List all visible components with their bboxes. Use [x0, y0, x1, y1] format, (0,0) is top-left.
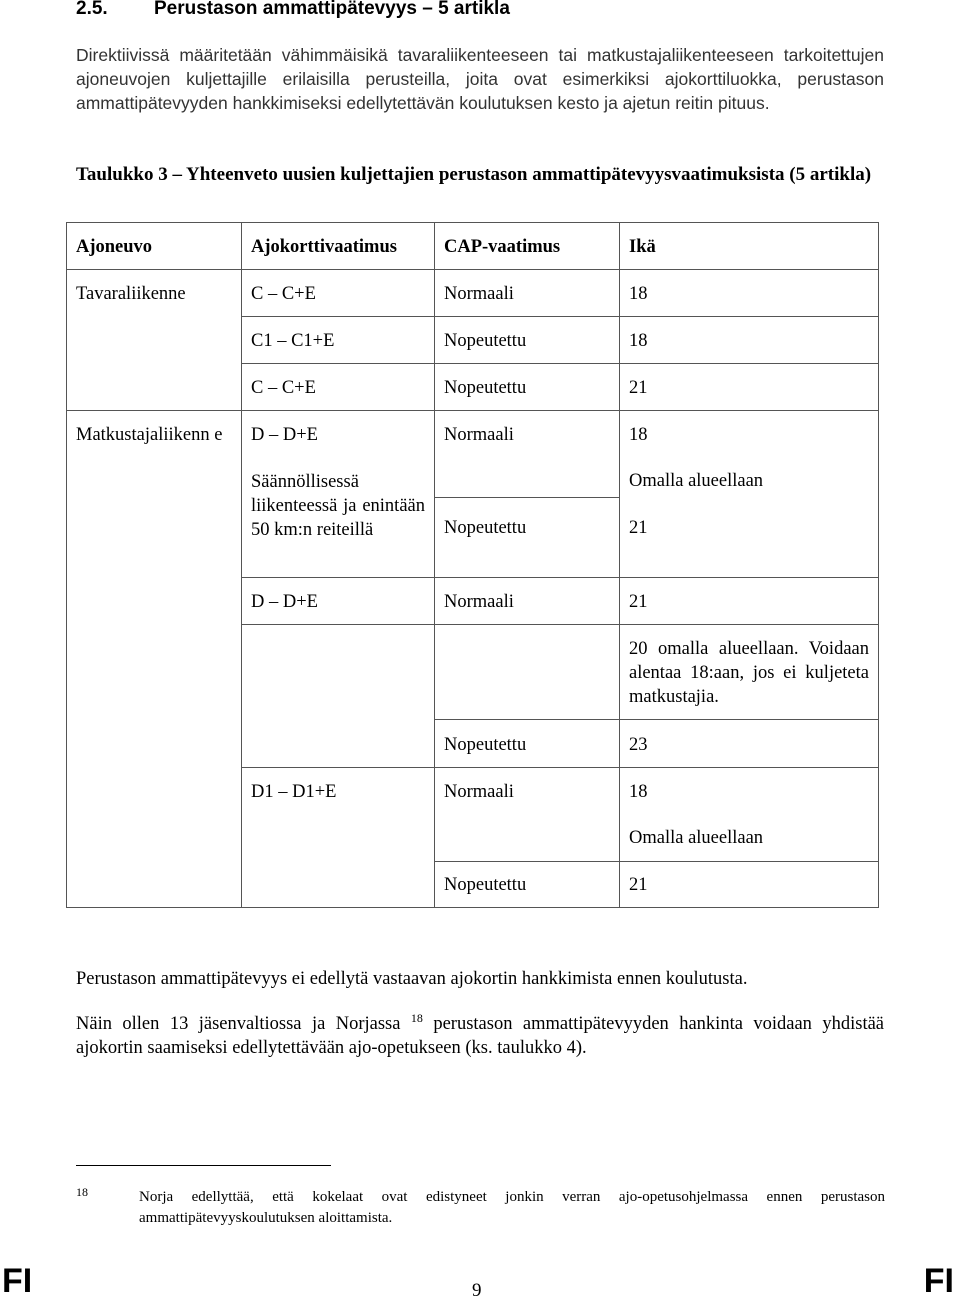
intro-paragraph: Direktiivissä määritetään vähimmäisikä tavaraliikenteeseen tai matkustajaliikenteeseen tarkoitettujen ajoneuvojen kuljettajille erilaisilla perusteilla, joita ovat esimerkiksi ajokorttiluokka, perustason ammattipätevyyden hankkimiseksi edellytettävän koulutuksen kesto ja ajetun reitin pituus.	[76, 45, 884, 113]
table-cell: 21	[629, 378, 648, 398]
footnote-divider	[76, 1165, 331, 1166]
table-cell: D – D+E	[251, 592, 318, 612]
table-cell: Normaali	[444, 782, 514, 802]
paragraph-text: perustason ammattipätevyyden hankinta voidaan yhdistää ajokortin saamiseksi edellytettävään ajo-opetukseen (ks. taulukko 4).	[76, 1014, 885, 1058]
table-cell: 21	[629, 875, 648, 895]
table-cell: C – C+E	[251, 378, 316, 398]
paragraph-combined-training	[76, 1012, 884, 1060]
footnote-number: 18	[76, 1185, 88, 1199]
table-caption: Taulukko 3 – Yhteenveto uusien kuljettajien perustason ammattipätevyysvaatimuksista (5 artikla)	[76, 164, 872, 185]
table-cell: 23	[629, 735, 648, 755]
header-age: Ikä	[629, 237, 656, 257]
vehicle-freight: Tavaraliikenne	[76, 284, 186, 304]
vehicle-passenger: Matkustajaliikenn e	[76, 425, 223, 445]
table-cell: D – D+E	[251, 425, 318, 445]
table-cell: 18	[629, 425, 648, 445]
table-cell: Nopeutettu	[444, 378, 527, 398]
paragraph-cap-no-licence: Perustason ammattipätevyys ei edellytä vastaavan ajokortin hankkimista ennen koulutusta.	[76, 969, 748, 989]
table-cell: Nopeutettu	[444, 875, 527, 895]
table-cell: Normaali	[444, 592, 514, 612]
table-cell: C – C+E	[251, 284, 316, 304]
section-number: 2.5.	[76, 0, 108, 19]
header-licence: Ajokorttivaatimus	[251, 237, 397, 257]
table-cell: Omalla alueellaan	[629, 828, 764, 848]
age-exception-note: 20 omalla alueellaan. Voidaan alentaa 18:aan, jos ei kuljeteta matkustajia.	[629, 639, 869, 707]
table-cell: 18	[629, 331, 648, 351]
header-cap: CAP-vaatimus	[444, 237, 561, 257]
table-cell: D1 – D1+E	[251, 782, 337, 802]
table-cell: C1 – C1+E	[251, 331, 335, 351]
table-cell: Omalla alueellaan	[629, 471, 764, 491]
table-cell: Nopeutettu	[444, 331, 527, 351]
section-title: Perustason ammattipätevyys – 5 artikla	[154, 0, 510, 19]
footnote-text: Norja edellyttää, että kokelaat ovat edistyneet jonkin verran ajo-opetusohjelmassa ennen perustason ammattipätevyyskoulutuksen aloittamista.	[139, 1189, 885, 1226]
paragraph-text: Näin ollen 13 jäsenvaltiossa ja Norjassa	[76, 1014, 401, 1034]
language-code-right: FI	[923, 1262, 954, 1300]
table-cell: 21	[629, 518, 648, 538]
table-cell: Nopeutettu	[444, 518, 527, 538]
table-cell: Normaali	[444, 284, 514, 304]
table-cell: Normaali	[444, 425, 514, 445]
section-heading	[76, 0, 510, 20]
language-code-left: FI	[2, 1262, 33, 1300]
table-cell: 18	[629, 782, 648, 802]
table-cell: 18	[629, 284, 648, 304]
header-vehicle: Ajoneuvo	[76, 237, 153, 257]
page-number: 9	[472, 1280, 482, 1301]
route-note: Säännöllisessä liikenteessä ja enintään 50 km:n reiteillä	[251, 472, 425, 540]
footnote-reference: 18	[410, 1010, 423, 1025]
table-cell: 21	[629, 592, 648, 612]
table-cell: Nopeutettu	[444, 735, 527, 755]
